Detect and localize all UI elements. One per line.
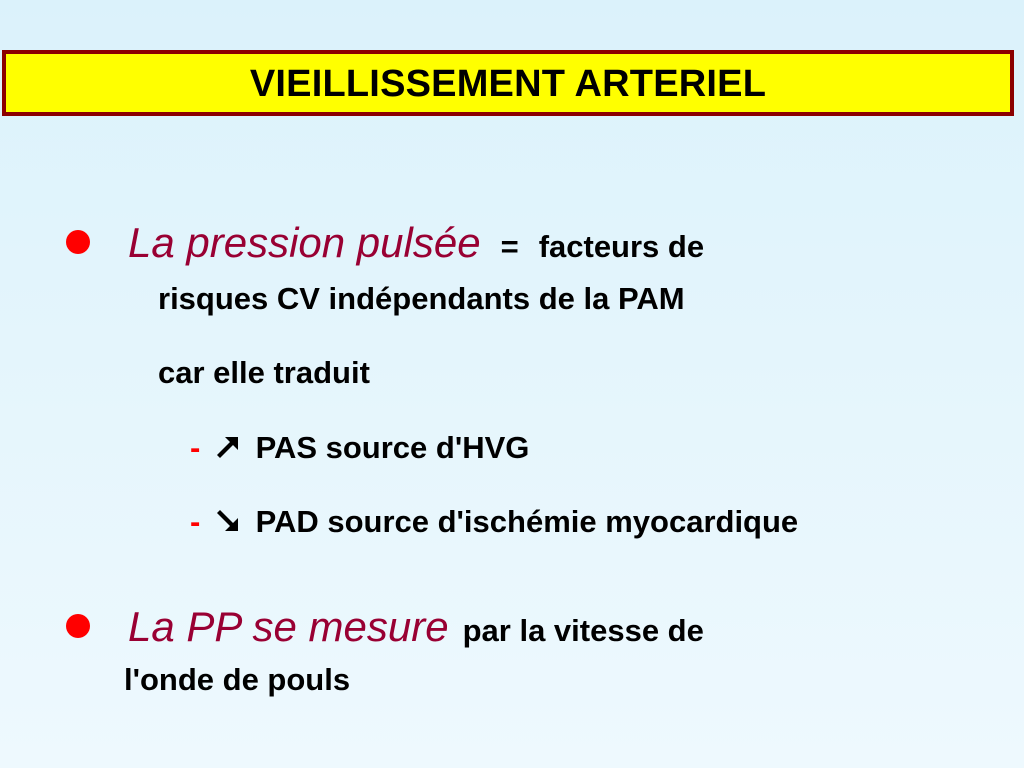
arrow-up-right-icon: [215, 434, 241, 460]
bullet-1-line-1: [128, 219, 705, 266]
bullet-point-1: [66, 230, 90, 254]
title-box: [2, 50, 1014, 116]
bullet-1-text: facteurs de: [538, 229, 705, 264]
arrow-down-right-icon: [215, 508, 241, 534]
bullet-2-emphasis: La PP se mesure: [128, 603, 449, 650]
bullet-1-line-3: car elle traduit: [158, 355, 370, 390]
sub-item-2-text: PAD source d'ischémie myocardique: [255, 504, 799, 539]
sub-item-2-dash: -: [190, 504, 201, 539]
bullet-1-emphasis: La pression pulsée: [128, 219, 481, 266]
bullet-1-line-2: risques CV indépendants de la PAM: [158, 281, 685, 316]
sub-item-1: [190, 432, 529, 463]
sub-item-2: [190, 506, 798, 537]
sub-item-1-dash: -: [190, 430, 201, 465]
slide-title: VIEILLISSEMENT ARTERIEL: [249, 63, 767, 105]
bullet-2-line-2: l'onde de pouls: [124, 662, 351, 697]
sub-item-1-text: PAS source d'HVG: [255, 430, 530, 465]
bullet-point-2: [66, 614, 90, 638]
bullet-2-line-1: [128, 603, 704, 650]
bullet-1-equals: =: [500, 229, 519, 264]
bullet-2-text: par la vitesse de: [462, 613, 704, 648]
